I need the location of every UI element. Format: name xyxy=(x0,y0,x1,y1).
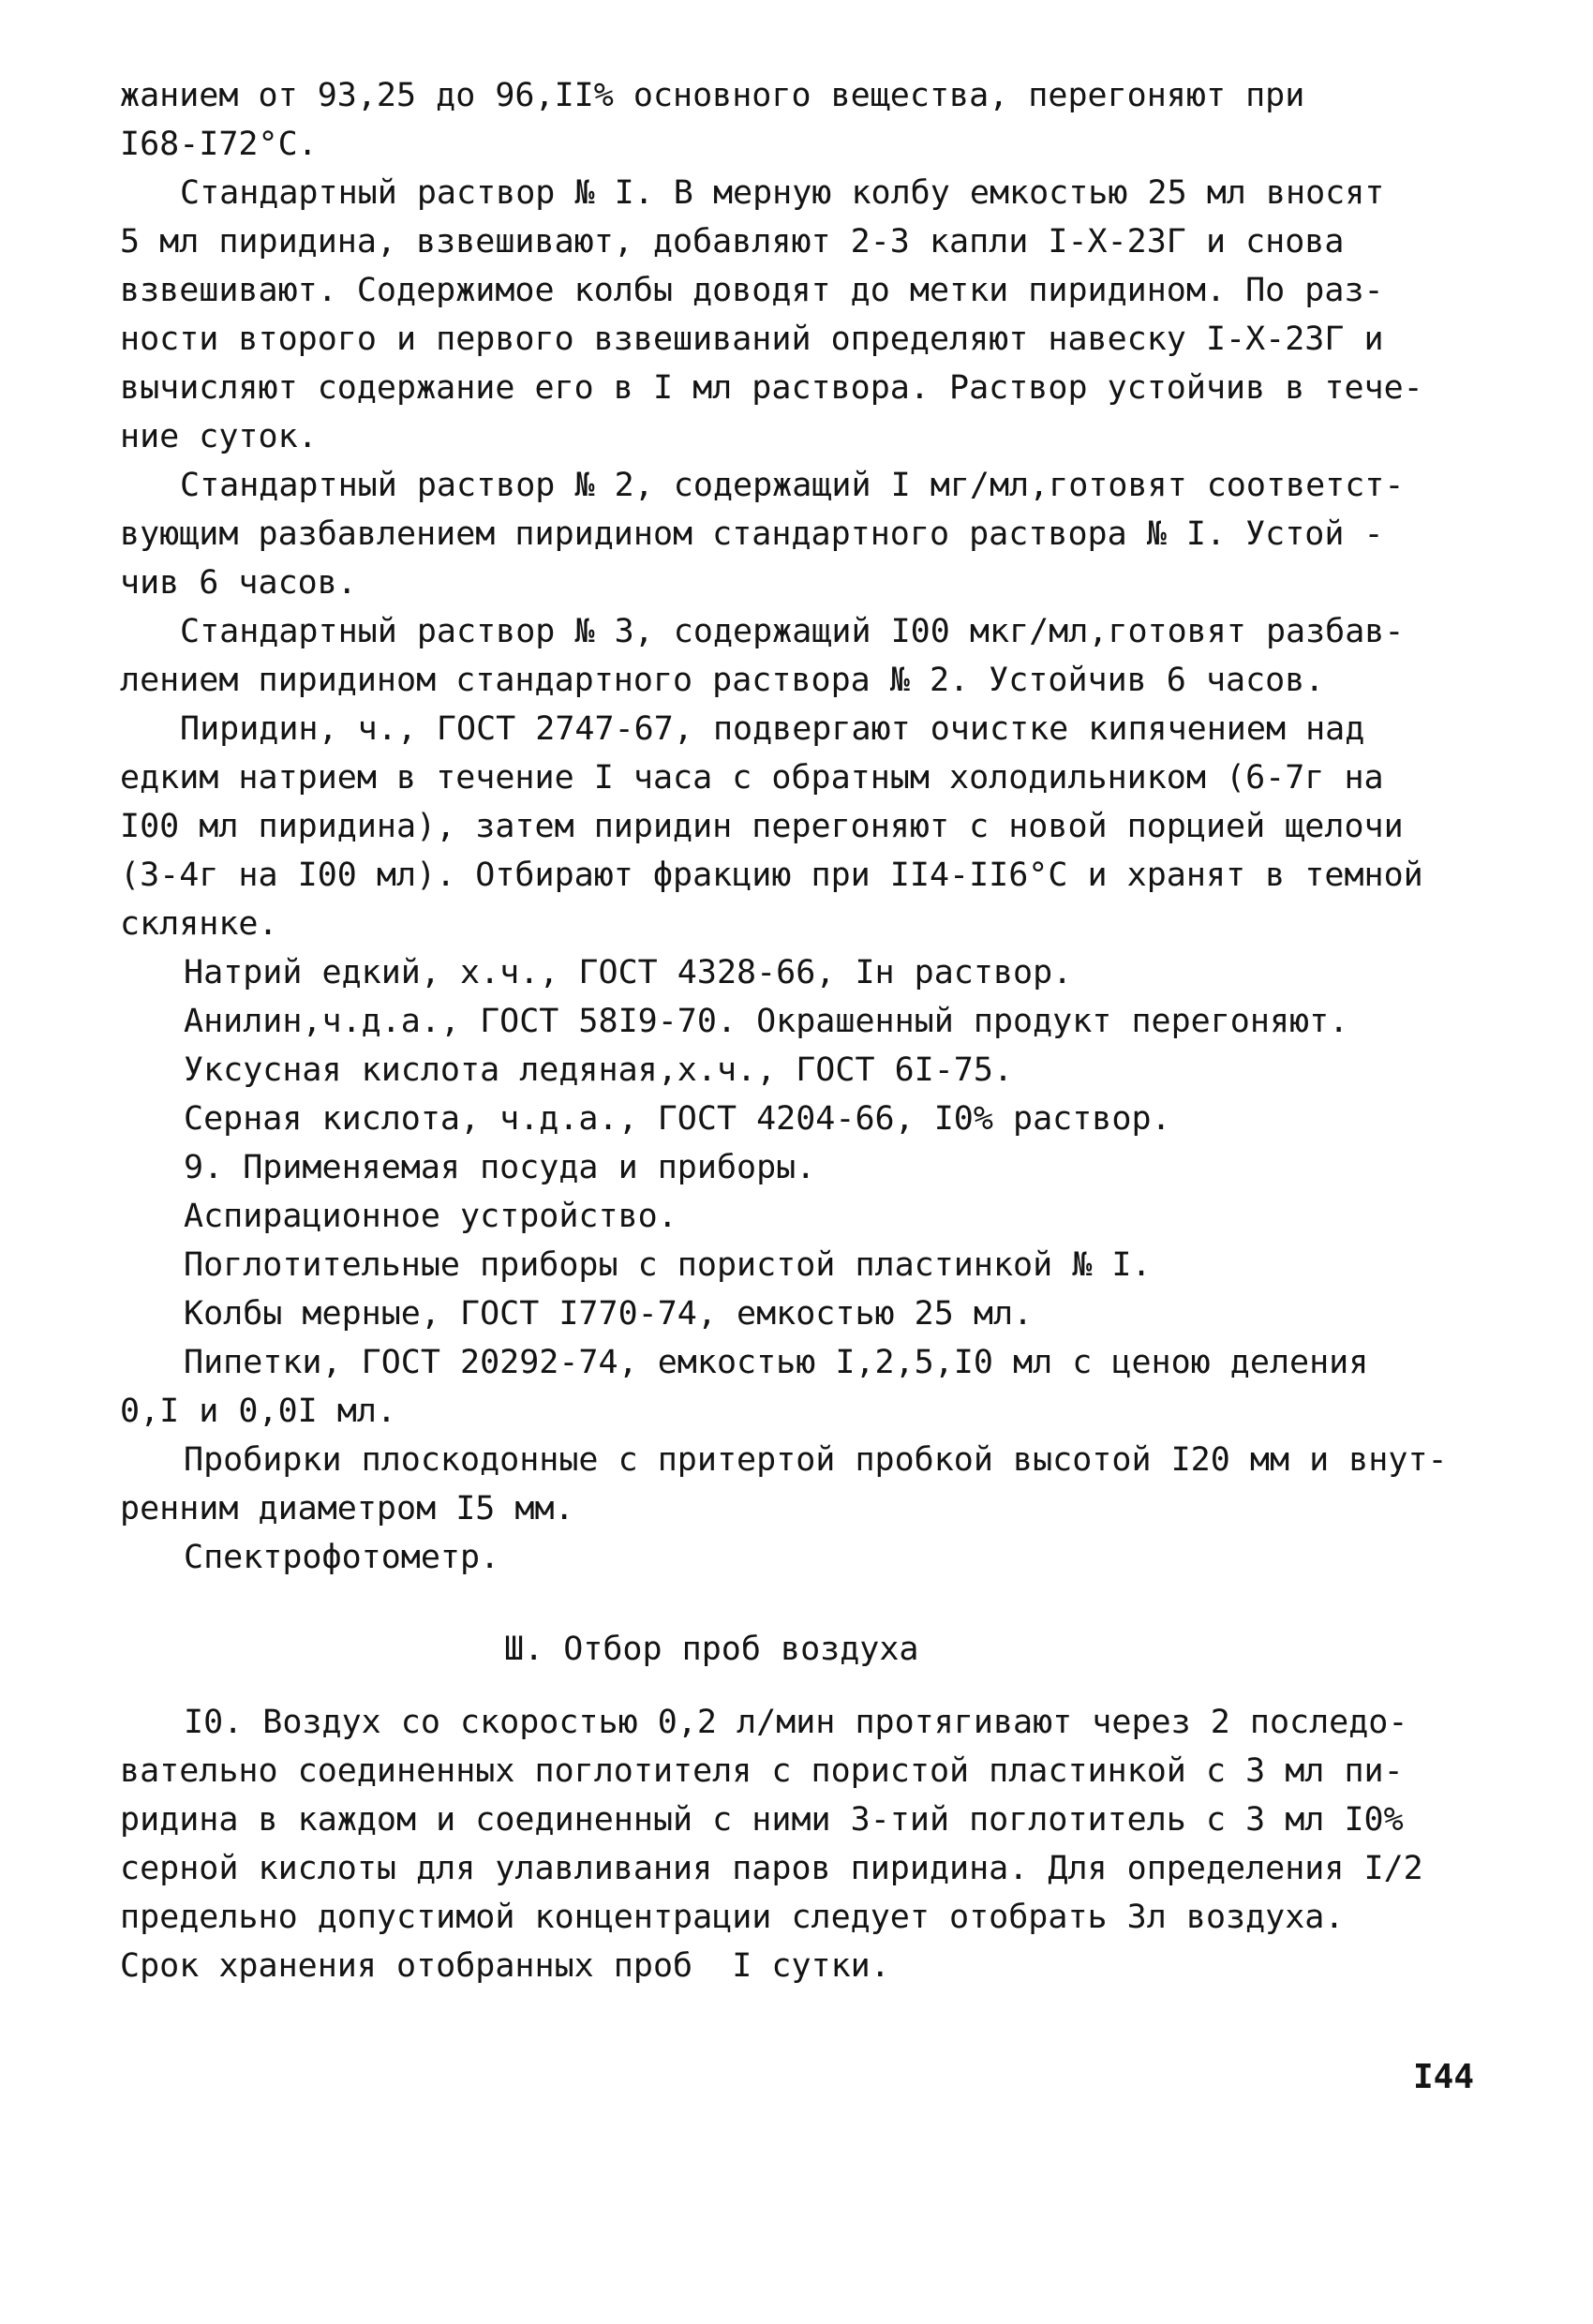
text-line: склянке. xyxy=(120,905,278,943)
text-line: Стандартный раствор № 2, содержащий I мг/мл,готовят соответст- xyxy=(180,467,1405,504)
text-line: чив 6 часов. xyxy=(120,564,357,602)
text-line: Стандартный раствор № 3, содержащий I00 мкг/мл,готовят разбав- xyxy=(180,613,1405,650)
text-line: Пипетки, ГОСТ 20292-74, емкостью I,2,5,I0 мл с ценою деления xyxy=(184,1344,1369,1381)
text-line: ности второго и первого взвешиваний определяют навеску I-Х-23Г и xyxy=(120,320,1384,358)
text-line: Серная кислота, ч.д.а., ГОСТ 4204-66, I0% раствор. xyxy=(184,1100,1171,1138)
text-line: 9. Применяемая посуда и приборы. xyxy=(184,1149,816,1186)
text-line: 5 мл пиридина, взвешивают, добавляют 2-3 капли I-Х-23Г и снова xyxy=(120,223,1345,261)
text-line: жанием от 93,25 до 96,II% основного вещества, перегоняют при xyxy=(120,77,1305,114)
text-line: Аспирационное устройство. xyxy=(184,1198,677,1235)
text-line: Колбы мерные, ГОСТ I770-74, емкостью 25 мл. xyxy=(184,1295,1034,1333)
text-line: Спектрофотометр. xyxy=(184,1539,500,1576)
text-line: Уксусная кислота ледяная,х.ч., ГОСТ 6I-75. xyxy=(184,1051,1014,1089)
section-heading: Ш. Отбор проб воздуха xyxy=(504,1631,919,1668)
text-line: ренним диаметром I5 мм. xyxy=(120,1490,574,1527)
text-line: Поглотительные приборы с пористой пластинкой № I. xyxy=(184,1246,1152,1284)
text-line: Натрий едкий, х.ч., ГОСТ 4328-66, Iн раствор. xyxy=(184,954,1073,991)
text-line: (3-4г на I00 мл). Отбирают фракцию при II4-II6°С и хранят в темной xyxy=(120,857,1423,894)
text-line: Пиридин, ч., ГОСТ 2747-67, подвергают очистке кипячением над xyxy=(180,710,1365,748)
page-number: I44 xyxy=(1413,2058,1475,2096)
text-line: I00 мл пиридина), затем пиридин перегоняют с новой порцией щелочи xyxy=(120,808,1404,845)
text-line: серной кислоты для улавливания паров пиридина. Для определения I/2 xyxy=(120,1850,1423,1887)
text-line: I68-I72°С. xyxy=(120,126,318,163)
text-line: Анилин,ч.д.а., ГОСТ 58I9-70. Окрашенный продукт перегоняют. xyxy=(184,1003,1349,1040)
text-line: ридина в каждом и соединенный с ними 3-тий поглотитель с 3 мл I0% xyxy=(120,1801,1404,1839)
text-line: вующим разбавлением пиридином стандартного раствора № I. Устой - xyxy=(120,515,1384,553)
text-line: лением пиридином стандартного раствора № 2. Устойчив 6 часов. xyxy=(120,662,1325,699)
text-line: Срок хранения отобранных проб I сутки. xyxy=(120,1947,890,1985)
text-line: Пробирки плоскодонные с притертой пробкой высотой I20 мм и внут- xyxy=(184,1441,1448,1479)
text-line: вательно соединенных поглотителя с пористой пластинкой с 3 мл пи- xyxy=(120,1752,1404,1790)
text-line: взвешивают. Содержимое колбы доводят до метки пиридином. По раз- xyxy=(120,272,1384,309)
text-line: вычисляют содержание его в I мл раствора. Раствор устойчив в тече- xyxy=(120,369,1423,407)
text-line: Стандартный раствор № I. В мерную колбу емкостью 25 мл вносят xyxy=(180,174,1385,212)
text-line: 0,I и 0,0I мл. xyxy=(120,1393,397,1430)
text-line: I0. Воздух со скоростью 0,2 л/мин протягивают через 2 последо- xyxy=(184,1704,1408,1741)
text-line: ние суток. xyxy=(120,418,318,455)
text-line: едким натрием в течение I часа с обратным холодильником (6-7г на xyxy=(120,759,1384,797)
text-line: предельно допустимой концентрации следует отобрать 3л воздуха. xyxy=(120,1899,1345,1936)
